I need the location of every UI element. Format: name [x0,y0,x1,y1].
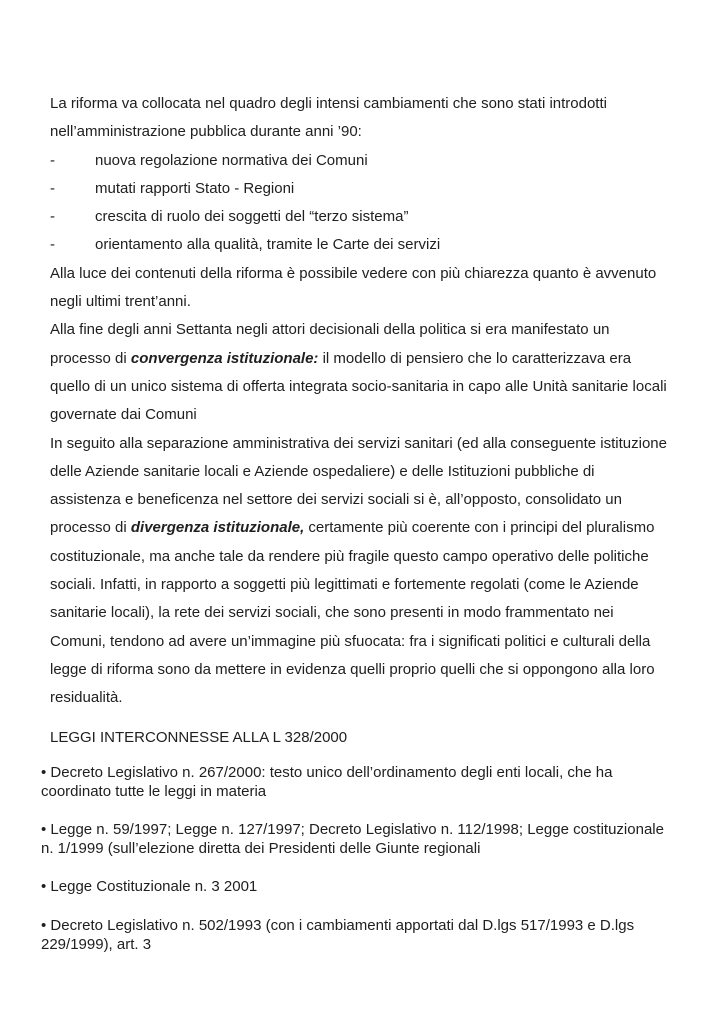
laws-list [41,763,668,954]
bullet-icon: • [41,878,47,896]
dash-bullet: - [50,236,55,254]
law-item [41,916,668,954]
dash-list-item [50,147,668,175]
law-item-text: Legge Costituzionale n. 3 2001 [46,878,258,896]
bullet-icon: • [41,916,47,934]
emphasis-text: divergenza istituzionale, [130,519,305,537]
paragraph-text: il modello di pensiero che lo caratterizzava era quello di un unico sistema di offerta integrata socio-sanitaria in capo alle Unità sanitarie locali governate dai Comuni [50,349,667,424]
paragraph-text: certamente più coerente con i principi del pluralismo costituzionale, ma anche tale da rendere più fragile questo campo operativo delle politiche sociali. Infatti, in rapporto a soggetti più legittimati e fortemente regolati (come le Aziende sanitarie locali), la rete dei servizi sociali, che sono presenti in modo frammentato nei Comuni, tendono ad avere un’immagine più sfuocata: fra i significati politici e culturali della legge di riforma sono da mettere in evidenza quelli proprio quelli che si oppongono alla loro residualità. [50,519,655,707]
dash-bullet: - [50,151,55,169]
paragraph-text: Alla fine degli anni Settanta negli attori decisionali della politica si era manifestato un processo di [50,321,610,367]
emphasis-text: convergenza istituzionale: [130,349,319,367]
main-paragraphs [50,260,668,713]
law-item-text: Decreto Legislativo n. 267/2000: testo unico dell’ordinamento degli enti locali, che ha coordinato tutte le leggi in materia [41,763,613,800]
body-paragraph [50,316,668,429]
bullet-icon: • [41,820,47,838]
dash-item-text: crescita di ruolo dei soggetti del “terzo sistema” [95,208,409,226]
dash-list-item [50,203,668,231]
dash-item-text: nuova regolazione normativa dei Comuni [95,151,368,169]
intro-lead-paragraph: La riforma va collocata nel quadro degli intensi cambiamenti che sono stati introdotti nell’amministrazione pubblica durante anni ’90: [50,95,607,141]
document-body [41,90,668,954]
dash-bullet: - [50,208,55,226]
paragraph-text: In seguito alla separazione amministrativa dei servizi sanitari (ed alla conseguente istituzione delle Aziende sanitarie locali e Aziende ospedaliere) e delle Istituzioni pubbliche di assistenza e beneficenza nel settore dei servizi sociali si è, all’opposto, consolidato un processo di [50,434,667,537]
section-heading: LEGGI INTERCONNESSE ALLA L 328/2000 [50,728,348,746]
bullet-icon: • [41,763,47,781]
law-item-text: Decreto Legislativo n. 502/1993 (con i cambiamenti apportati dal D.lgs 517/1993 e D.lgs 229/1999), art. 3 [41,916,635,953]
paragraph-text: Alla luce dei contenuti della riforma è possibile vedere con più chiarezza quanto è avvenuto negli ultimi trent’anni. [50,264,657,311]
law-item-text: Legge n. 59/1997; Legge n. 127/1997; Decreto Legislativo n. 112/1998; Legge costituzionale n. 1/1999 (sull’elezione diretta dei Presidenti delle Giunte regionali [41,820,664,858]
body-paragraph [50,260,668,317]
dash-list-item [50,175,668,203]
law-item [41,763,668,801]
dash-list [50,147,668,260]
law-item [41,877,668,896]
law-item [41,820,668,858]
dash-bullet: - [50,179,55,197]
body-paragraph [50,430,668,713]
dash-item-text: orientamento alla qualità, tramite le Carte dei servizi [95,236,441,254]
dash-list-item [50,231,668,259]
dash-item-text: mutati rapporti Stato - Regioni [95,179,295,197]
